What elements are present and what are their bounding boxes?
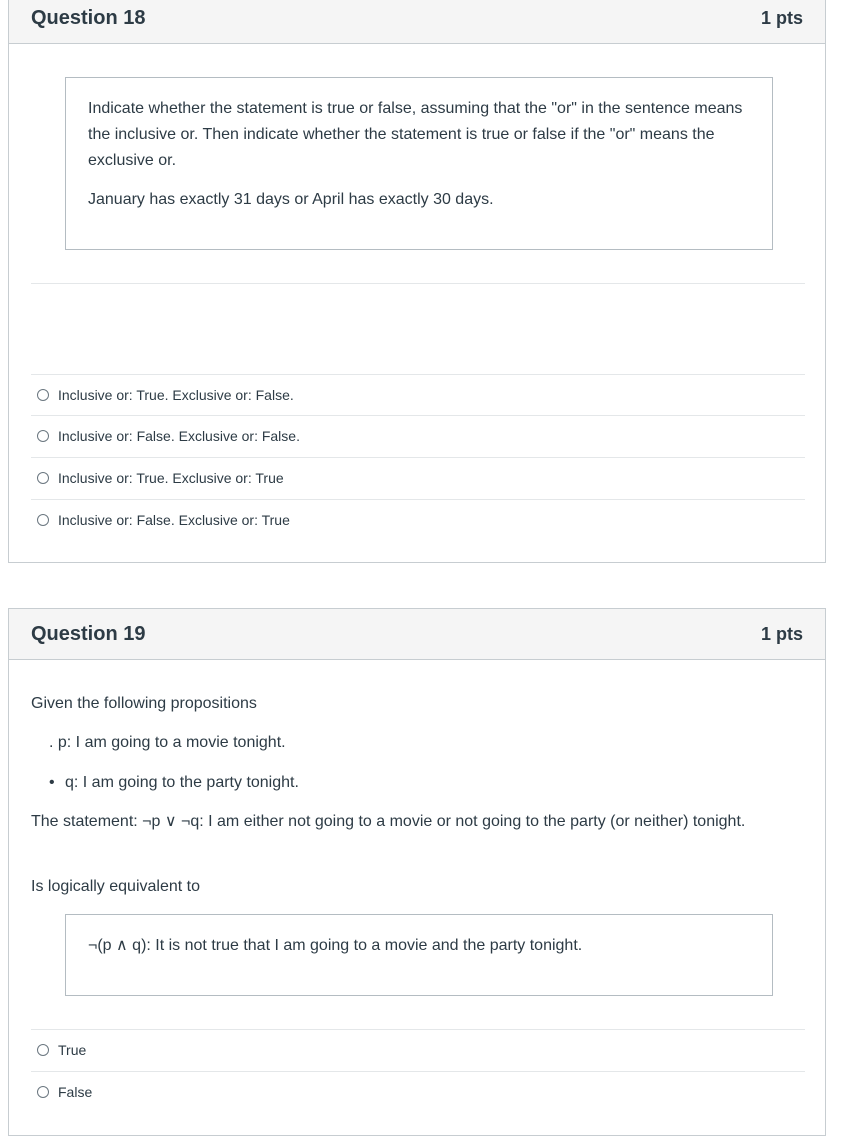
radio-icon[interactable]: [37, 389, 49, 401]
answer-label: Inclusive or: False. Exclusive or: False.: [58, 428, 300, 444]
answer-option[interactable]: [31, 1029, 805, 1070]
question-title: Question 18: [31, 6, 146, 29]
answer-label: True: [58, 1042, 87, 1058]
equivalent-statement-box: [65, 914, 773, 996]
question-header: [9, 0, 825, 44]
statement-text: The statement: ¬p ∨ ¬q: I am either not going to a movie or not going to the party (or neither) tonight.: [31, 813, 746, 830]
answer-option[interactable]: [31, 374, 805, 415]
radio-icon[interactable]: [37, 1044, 49, 1056]
proposition-q-item: [49, 770, 299, 796]
question-prompt-box: [65, 77, 773, 250]
equivalent-statement: ¬(p ∧ q): It is not true that I am going to a movie and the party tonight.: [88, 937, 583, 954]
question-points: 1 pts: [760, 623, 803, 644]
prompt-statement: January has exactly 31 days or April has exactly 30 days.: [88, 191, 494, 208]
radio-icon[interactable]: [37, 514, 49, 526]
radio-icon[interactable]: [37, 1086, 49, 1098]
answer-label: Inclusive or: True. Exclusive or: True: [58, 470, 284, 486]
question-intro: Given the following propositions: [31, 695, 257, 712]
radio-icon[interactable]: [37, 430, 49, 442]
divider: [31, 283, 805, 284]
question-title: Question 19: [31, 622, 146, 645]
answer-label: Inclusive or: True. Exclusive or: False.: [58, 387, 294, 403]
answer-option[interactable]: [31, 1071, 805, 1112]
question-18-card: [8, 0, 826, 563]
answer-label: False: [58, 1084, 93, 1100]
proposition-p: . p: I am going to a movie tonight.: [49, 734, 286, 751]
prompt-paragraph: Indicate whether the statement is true or false, assuming that the "or" in the sentence means the inclusive or. Then indicate whether the statement is true or false if the "or" means the exclusive or.: [88, 100, 743, 169]
question-19-card: [8, 608, 826, 1136]
answer-option[interactable]: [31, 457, 805, 498]
question-header: [9, 609, 825, 660]
proposition-q: q: I am going to the party tonight.: [65, 774, 299, 791]
answer-label: Inclusive or: False. Exclusive or: True: [58, 512, 290, 528]
radio-icon[interactable]: [37, 472, 49, 484]
question-points: 1 pts: [760, 7, 803, 28]
bullet-icon: •: [49, 774, 55, 791]
equivalence-label: Is logically equivalent to: [31, 878, 200, 895]
answer-option[interactable]: [31, 415, 805, 456]
answer-option[interactable]: [31, 499, 805, 540]
